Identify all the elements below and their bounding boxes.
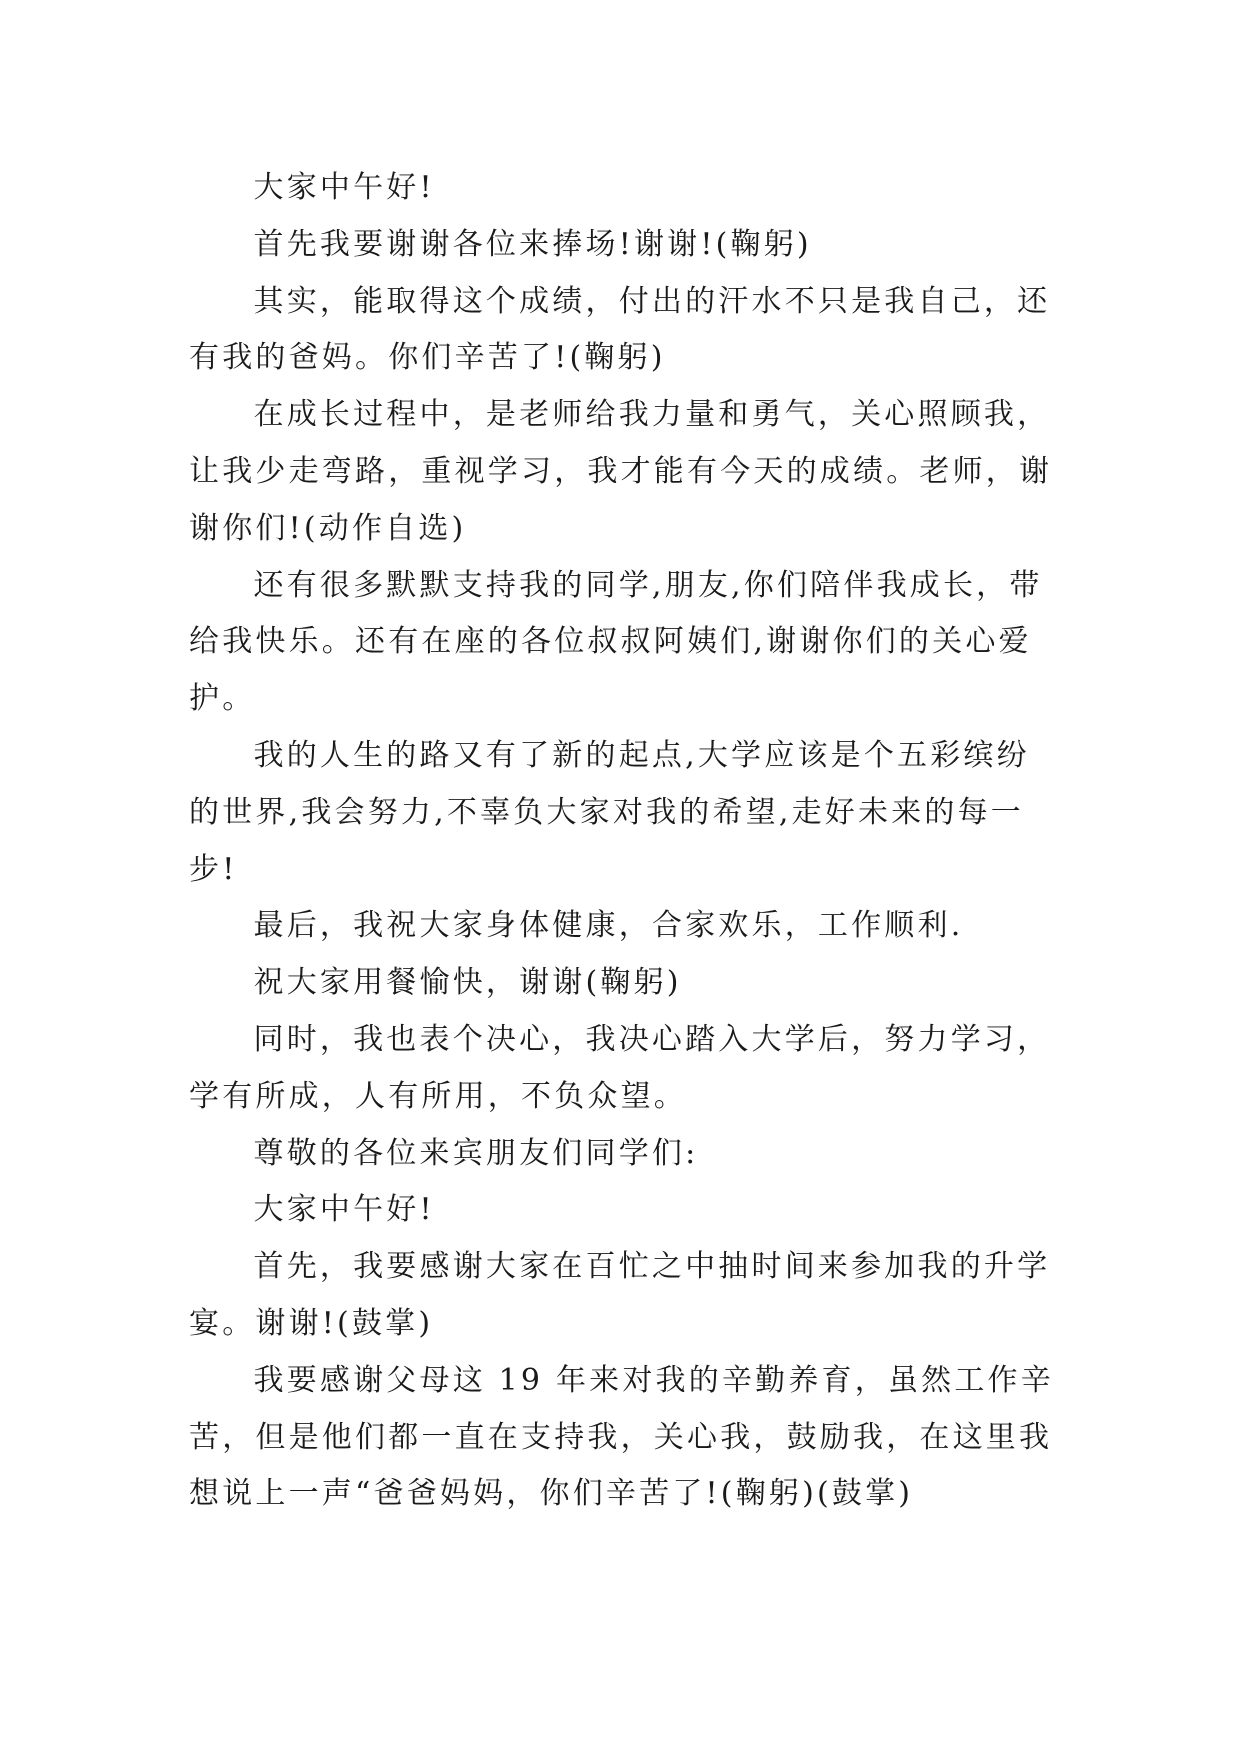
paragraph-4: 在成长过程中，是老师给我力量和勇气，关心照顾我，让我少走弯路，重视学习，我才能有今天的成绩。老师，谢谢你们!(动作自选) bbox=[189, 397, 1053, 546]
paragraph-1: 大家中午好! bbox=[253, 170, 435, 205]
document-body bbox=[189, 160, 1059, 1523]
paragraph-6: 我的人生的路又有了新的起点,大学应该是个五彩缤纷的世界,我会努力,不辜负大家对我的希望,走好未来的每一步! bbox=[189, 737, 1030, 887]
paragraph-7: 最后，我祝大家身体健康，合家欢乐，工作顺利. bbox=[253, 908, 964, 944]
paragraph-5: 还有很多默默支持我的同学,朋友,你们陪伴我成长，带给我快乐。还有在座的各位叔叔阿姨们,谢谢你们的关心爱护。 bbox=[189, 567, 1043, 717]
paragraph-12: 首先，我要感谢大家在百忙之中抽时间来参加我的升学宴。谢谢!(鼓掌) bbox=[189, 1249, 1051, 1341]
paragraph-10: 尊敬的各位来宾朋友们同学们: bbox=[253, 1135, 699, 1171]
paragraph-9: 同时，我也表个决心，我决心踏入大学后，努力学习，学有所成，人有所用，不负众望。 bbox=[189, 1021, 1051, 1114]
paragraph-13: 我要感谢父母这 19 年来对我的辛勤养育，虽然工作辛苦，但是他们都一直在支持我，关心我，鼓励我，在这里我想说上一声“爸爸妈妈，你们辛苦了!(鞠躬)(鼓掌) bbox=[189, 1362, 1054, 1512]
paragraph-2: 首先我要谢谢各位来捧场!谢谢!(鞠躬) bbox=[253, 226, 812, 262]
paragraph-3: 其实，能取得这个成绩，付出的汗水不只是我自己，还有我的爸妈。你们辛苦了!(鞠躬) bbox=[189, 283, 1051, 376]
paragraph-11: 大家中午好! bbox=[253, 1192, 435, 1228]
paragraph-8: 祝大家用餐愉快，谢谢(鞠躬) bbox=[253, 965, 682, 1001]
